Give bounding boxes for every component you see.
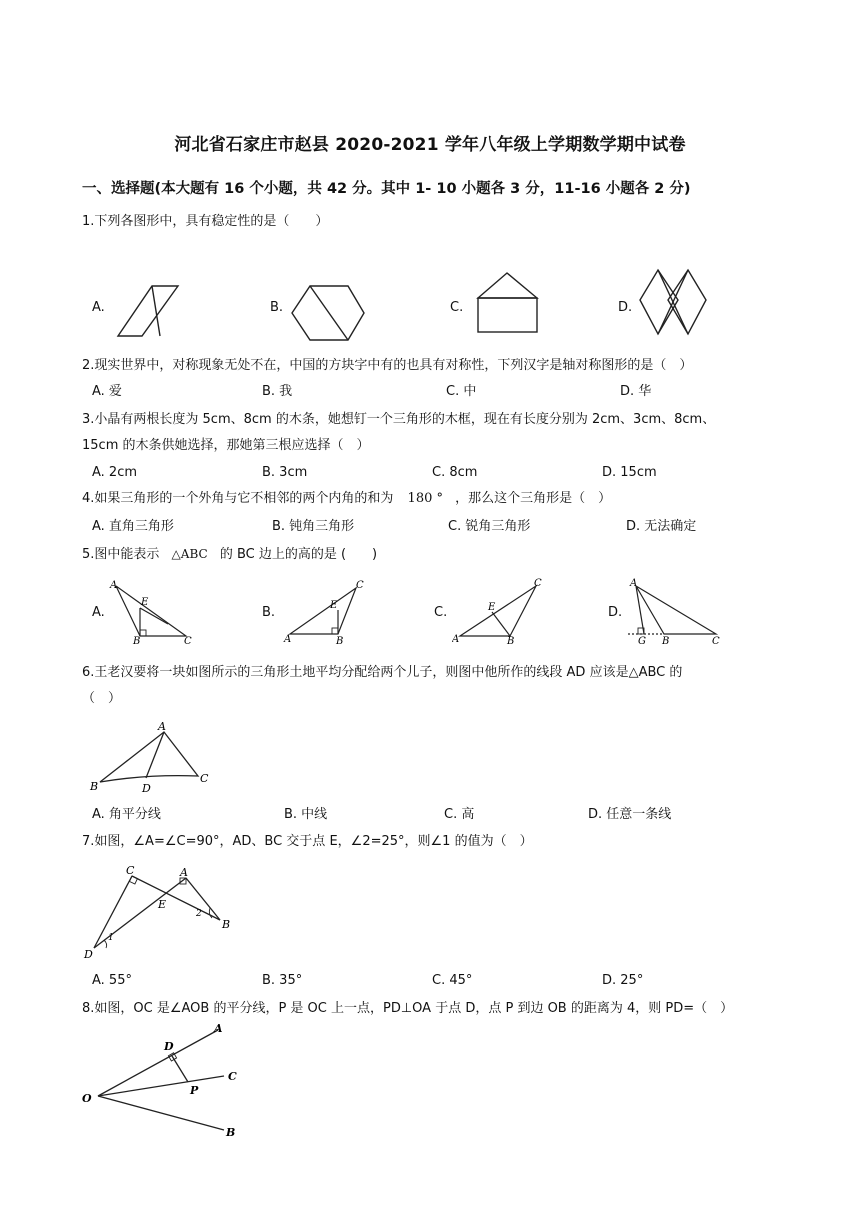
q3-option-c: C. 8cm <box>432 465 478 480</box>
q6-label-d: D <box>142 782 151 794</box>
q6-option-a: A. 角平分线 <box>92 807 161 822</box>
q1-option-c: C. <box>450 300 464 315</box>
question-3-stem-line-1: 3.小晶有两根长度为 5cm、8cm 的木条，她想钉一个三角形的木框，现在有长度分别为 2cm、3cm、8cm、 <box>82 412 716 427</box>
q8-label-b: B <box>226 1126 236 1139</box>
q4-option-d: D. 无法确定 <box>626 519 697 534</box>
q1-figure-hexagon <box>288 282 368 344</box>
q5d-label-b: B <box>662 636 670 644</box>
q1-option-d: D. <box>618 300 633 315</box>
q5b-label-e: E <box>330 600 338 611</box>
q4-stem-part-b: ，那么这个三角形是（ ） <box>455 491 612 506</box>
q5-stem-part-b: 的 BC 边上的高的是 ( ) <box>219 547 378 562</box>
q7-option-d: D. 25° <box>602 973 644 988</box>
question-1-stem: 1.下列各图形中，具有稳定性的是（ ） <box>82 214 329 229</box>
q5c-label-b: B <box>507 636 515 644</box>
q3-option-d: D. 15cm <box>602 465 657 480</box>
q5d-label-a: A <box>630 578 638 589</box>
q6-label-b: B <box>90 780 99 793</box>
q8-label-p: P <box>190 1084 199 1097</box>
q4-option-a: A. 直角三角形 <box>92 519 174 534</box>
q5c-label-c: C <box>534 578 542 589</box>
q5-option-d: D. <box>608 605 623 620</box>
q7-option-c: C. 45° <box>432 973 473 988</box>
question-6-stem-line-2: （ ） <box>82 691 122 706</box>
q5-figure-b <box>282 578 372 644</box>
q5b-label-a: A <box>284 634 292 644</box>
q5-option-c: C. <box>434 605 448 620</box>
q7-label-a: A <box>180 866 188 879</box>
q8-label-c: C <box>228 1070 237 1083</box>
question-7-stem: 7.如图，∠A=∠C=90°，AD、BC 交于点 E，∠2=25°，则∠1 的值为（ ） <box>82 834 533 849</box>
q1-option-b: B. <box>270 300 284 315</box>
q2-option-a: A. 爱 <box>92 384 122 399</box>
q8-figure <box>80 1018 250 1140</box>
q5a-label-c: C <box>184 636 192 644</box>
q6-option-b: B. 中线 <box>284 807 328 822</box>
q5a-label-a: A <box>110 580 118 591</box>
exam-title: 河北省石家庄市赵县 2020-2021 学年八年级上学期数学期中试卷 <box>174 135 686 155</box>
q1-option-a: A. <box>92 300 105 315</box>
q5d-label-g: G <box>638 636 646 644</box>
q5b-label-b: B <box>336 636 344 644</box>
q4-stem-math: 180 ° <box>407 491 443 506</box>
q1-figure-parallelogram <box>112 282 182 338</box>
question-5-stem <box>82 543 782 566</box>
q5a-label-b: B <box>133 636 141 644</box>
q2-option-d: D. 华 <box>620 384 652 399</box>
q7-option-a: A. 55° <box>92 973 132 988</box>
q6-option-d: D. 任意一条线 <box>588 807 672 822</box>
q1-figure-house <box>476 270 542 336</box>
q5a-label-e: E <box>141 597 149 608</box>
q5-figure-a <box>108 578 196 644</box>
q3-option-a: A. 2cm <box>92 465 138 480</box>
q5d-label-c: C <box>712 636 720 644</box>
q6-label-a: A <box>158 720 166 733</box>
q3-option-b: B. 3cm <box>262 465 308 480</box>
q5b-label-c: C <box>356 580 364 591</box>
question-8-stem: 8.如图，OC 是∠AOB 的平分线，P 是 OC 上一点，PD⊥OA 于点 D，点 P 到边 OB 的距离为 4，则 PD=（ ） <box>82 1001 734 1016</box>
question-3-stem-line-2: 15cm 的木条供她选择，那她第三根应选择（ ） <box>82 438 370 453</box>
q8-label-d: D <box>164 1040 174 1053</box>
q5-option-b: B. <box>262 605 276 620</box>
q5-figure-d <box>622 578 726 644</box>
q7-label-angle-1: 1 <box>108 933 114 943</box>
q4-stem-part-a: 4.如果三角形的一个外角与它不相邻的两个内角的和为 <box>82 491 394 506</box>
q7-label-c: C <box>126 864 135 877</box>
q7-label-b: B <box>222 918 231 931</box>
q5c-label-a: A <box>452 634 460 644</box>
q5-stem-part-a: 5.图中能表示 <box>82 547 160 562</box>
question-6-stem-line-1: 6.王老汉要将一块如图所示的三角形土地平均分配给两个儿子，则图中他所作的线段 AD 应该是△ABC 的 <box>82 665 683 680</box>
q7-label-d: D <box>84 948 93 961</box>
q5-option-a: A. <box>92 605 105 620</box>
q7-label-angle-2: 2 <box>196 909 202 919</box>
q4-option-b: B. 钝角三角形 <box>272 519 355 534</box>
q7-figure <box>82 862 240 962</box>
q4-option-c: C. 锐角三角形 <box>448 519 531 534</box>
q8-label-a: A <box>214 1022 223 1035</box>
q1-figure-overlapping-squares <box>638 266 710 338</box>
q2-option-c: C. 中 <box>446 384 477 399</box>
q6-option-c: C. 高 <box>444 807 475 822</box>
question-4-stem <box>82 488 782 510</box>
q7-label-e: E <box>158 898 167 911</box>
q8-label-o: O <box>82 1092 92 1105</box>
q2-option-b: B. 我 <box>262 384 293 399</box>
question-2-stem: 2.现实世界中，对称现象无处不在，中国的方块字中有的也具有对称性，下列汉字是轴对称图形的是（ ） <box>82 358 693 373</box>
q5-stem-math: △ABC <box>171 547 208 561</box>
q6-figure-triangle <box>86 716 216 794</box>
q5c-label-e: E <box>488 602 496 613</box>
q6-label-c: C <box>200 772 209 785</box>
q7-option-b: B. 35° <box>262 973 303 988</box>
q5-figure-c <box>452 578 546 644</box>
section-heading: 一、选择题(本大题有 16 个小题，共 42 分。其中 1- 10 小题各 3 分，11-16 小题各 2 分) <box>82 181 691 197</box>
